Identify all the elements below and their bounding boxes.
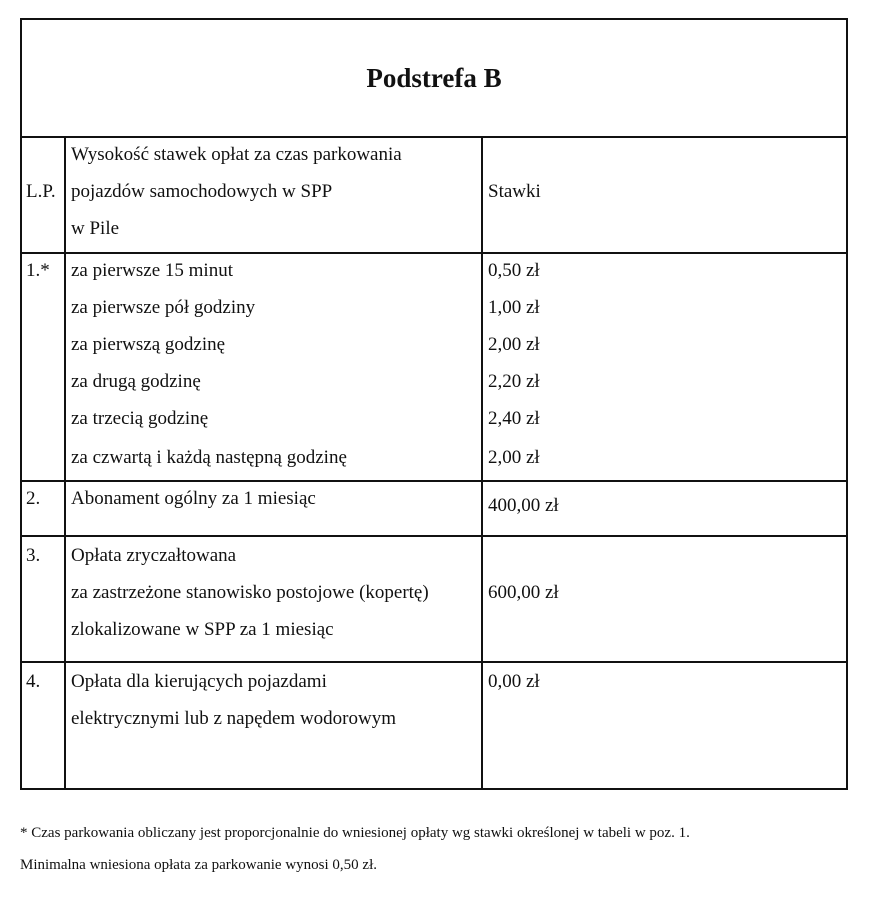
footnote-line-2: Minimalna wniesiona opłata za parkowanie wynosi 0,50 zł. xyxy=(20,857,377,873)
row-3-lp: 3. xyxy=(26,545,41,566)
header-desc-line-1: Wysokość stawek opłat za czas parkowania xyxy=(71,144,402,165)
row-4-rate: 0,00 zł xyxy=(488,671,540,692)
row-4-desc-line-2: elektrycznymi lub z napędem wodorowym xyxy=(71,708,397,729)
row-1-item-6-desc: za czwartą i każdą następną godzinę xyxy=(71,447,347,468)
row-1-item-1-desc: za pierwsze 15 minut xyxy=(71,260,233,281)
row-1-item-3-desc: za pierwszą godzinę xyxy=(71,334,226,355)
row-1-item-4-rate: 2,20 zł xyxy=(488,371,540,392)
row-1-item-5-rate: 2,40 zł xyxy=(488,408,540,429)
row-2-rate: 400,00 zł xyxy=(488,495,559,516)
row-2-desc-line-1: Abonament ogólny za 1 miesiąc xyxy=(71,488,316,509)
row-1-item-6-rate: 2,00 zł xyxy=(488,447,540,468)
row-3-desc-line-1: Opłata zryczałtowana xyxy=(71,545,237,566)
table-title: Podstrefa B xyxy=(22,20,846,138)
header-lp: L.P. xyxy=(26,181,56,202)
row-3-rate: 600,00 zł xyxy=(488,582,559,603)
row-1-item-2-desc: za pierwsze pół godziny xyxy=(71,297,256,318)
column-divider-lp xyxy=(64,136,66,790)
row-1-item-5-desc: za trzecią godzinę xyxy=(71,408,209,429)
row-3-desc-line-2: za zastrzeżone stanowisko postojowe (kopertę) xyxy=(71,582,429,603)
header-desc-line-2: pojazdów samochodowych w SPP xyxy=(71,181,333,202)
header-rate: Stawki xyxy=(488,181,541,202)
header-desc-line-3: w Pile xyxy=(71,218,120,239)
row-4-desc-line-1: Opłata dla kierujących pojazdami xyxy=(71,671,327,692)
row-1-item-1-rate: 0,50 zł xyxy=(488,260,540,281)
row-1-item-2-rate: 1,00 zł xyxy=(488,297,540,318)
row-1-lp: 1.* xyxy=(26,260,50,281)
row-2-lp: 2. xyxy=(26,488,41,509)
row-1-item-4-desc: za drugą godzinę xyxy=(71,371,201,392)
column-divider-rate xyxy=(481,136,483,790)
footnote-line-1: * Czas parkowania obliczany jest proporcjonalnie do wniesionej opłaty wg stawki określonej w tabeli w poz. 1. xyxy=(20,825,690,841)
row-1-item-3-rate: 2,00 zł xyxy=(488,334,540,355)
fee-table xyxy=(20,18,848,790)
row-3-desc-line-3: zlokalizowane w SPP za 1 miesiąc xyxy=(71,619,334,640)
row-4-lp: 4. xyxy=(26,671,41,692)
